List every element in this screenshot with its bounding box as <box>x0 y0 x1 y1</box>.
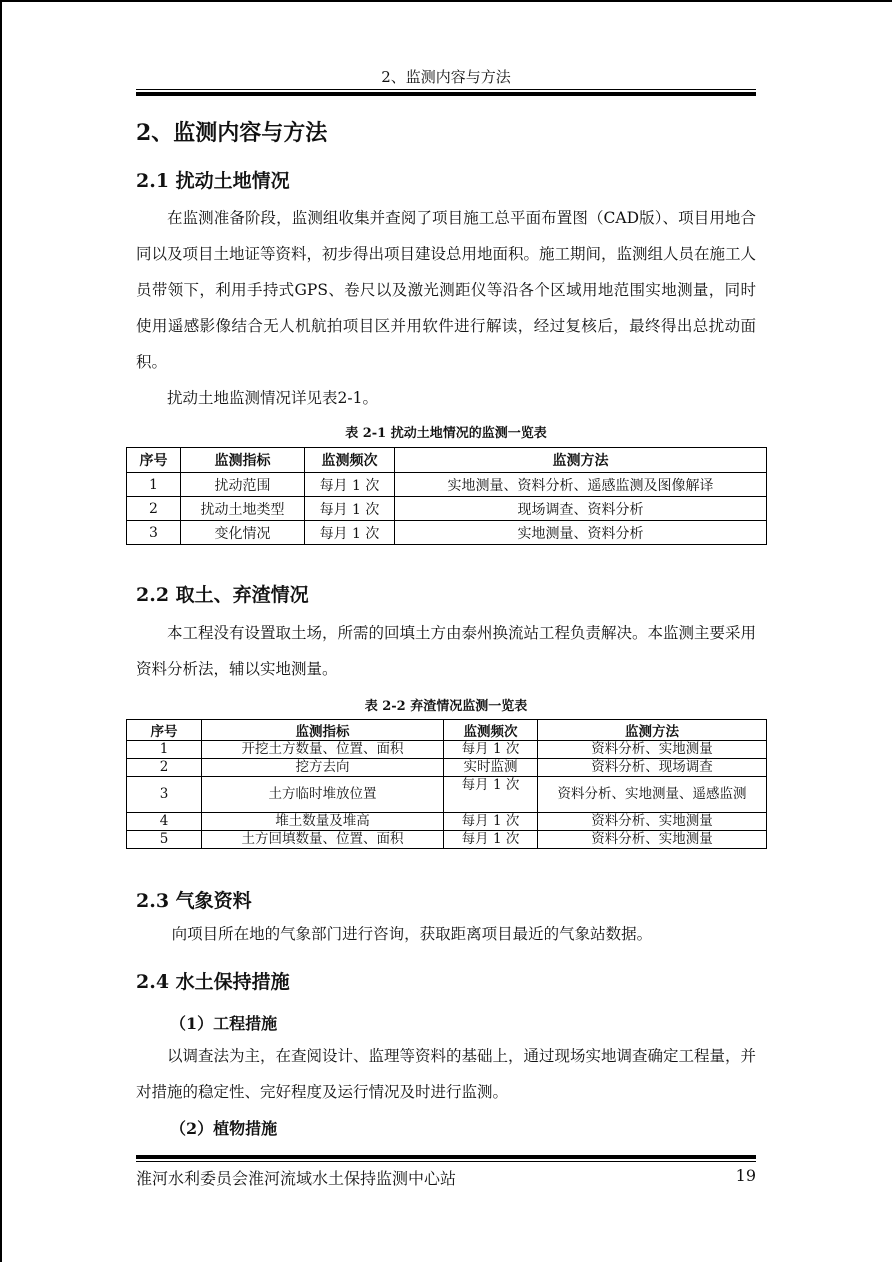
page-border-left <box>0 0 2 1262</box>
table-cell: 1 <box>127 473 181 497</box>
table-cell: 资料分析、实地测量、遥感监测 <box>538 777 767 813</box>
table-2-1-caption: 表 2-1 扰动土地情况的监测一览表 <box>345 426 547 441</box>
table-row <box>127 473 767 497</box>
table-row <box>127 831 767 849</box>
table-cell: 扰动土地类型 <box>181 497 305 521</box>
table-row <box>127 813 767 831</box>
paragraph-2-4-body: 以调查法为主，在查阅设计、监理等资料的基础上，通过现场实地调查确定工程量，并对措施的稳定性、完好程度及运行情况及时进行监测。 <box>136 1047 757 1101</box>
table-cell: 现场调查、资料分析 <box>395 497 767 521</box>
subsection-title-2-2: 2.2 取土、弃渣情况 <box>136 584 309 606</box>
table-header-cell: 监测指标 <box>202 720 444 741</box>
table-row <box>127 759 767 777</box>
subsection-title-2-1: 2.1 扰动土地情况 <box>136 170 290 192</box>
table-cell: 每月 1 次 <box>444 831 538 849</box>
table-cell: 挖方去向 <box>202 759 444 777</box>
table-cell: 4 <box>127 813 202 831</box>
table-header-cell: 序号 <box>127 448 181 473</box>
table-cell: 资料分析、现场调查 <box>538 759 767 777</box>
table-cell: 每月 1 次 <box>444 741 538 759</box>
footer-rule-thick <box>136 1155 756 1159</box>
table-cell: 每月 1 次 <box>444 777 538 813</box>
paragraph-2-2-body: 本工程没有设置取土场，所需的回填土方由泰州换流站工程负责解决。本监测主要采用资料分析法，辅以实地测量。 <box>136 624 757 678</box>
table-header-cell: 监测方法 <box>395 448 767 473</box>
table-cell: 实时监测 <box>444 759 538 777</box>
table-header-row <box>127 448 767 473</box>
section-title: 2、监测内容与方法 <box>136 120 328 146</box>
footer-rule-thin <box>136 1161 756 1162</box>
table-cell: 实地测量、资料分析、遥感监测及图像解译 <box>395 473 767 497</box>
paragraph-2-1-body: 在监测准备阶段，监测组收集并查阅了项目施工总平面布置图（CAD版）、项目用地合同以及项目土地证等资料，初步得出项目建设总用地面积。施工期间，监测组人员在施工人员带领下，利用手持式GPS、卷尺以及激光测距仪等沿各个区域用地范围实地测量，同时使用遥感影像结合无人机航拍项目区并用软件进行解读，经过复核后，最终得出总扰动面积。 <box>136 209 757 371</box>
table-cell: 堆土数量及堆高 <box>202 813 444 831</box>
table-cell: 每月 1 次 <box>305 497 395 521</box>
table-cell: 扰动范围 <box>181 473 305 497</box>
table-cell: 土方临时堆放位置 <box>202 777 444 813</box>
table-cell: 资料分析、实地测量 <box>538 813 767 831</box>
table-cell: 资料分析、实地测量 <box>538 741 767 759</box>
page-number: 19 <box>735 1166 756 1185</box>
table-header-cell: 监测方法 <box>538 720 767 741</box>
table-header-cell: 监测指标 <box>181 448 305 473</box>
running-header: 2、监测内容与方法 <box>381 68 511 86</box>
table-cell: 资料分析、实地测量 <box>538 831 767 849</box>
header-rule-thin <box>136 89 756 90</box>
table-row <box>127 777 767 813</box>
sub-heading-engineering: （1）工程措施 <box>170 1014 278 1033</box>
subsection-title-2-3: 2.3 气象资料 <box>136 890 252 912</box>
sub-heading-vegetation: （2）植物措施 <box>170 1119 278 1138</box>
table-header-cell: 监测频次 <box>444 720 538 741</box>
table-cell: 5 <box>127 831 202 849</box>
subsection-title-2-4: 2.4 水土保持措施 <box>136 971 290 993</box>
table-cell: 实地测量、资料分析 <box>395 521 767 545</box>
table-2-1 <box>126 447 767 545</box>
table-2-2 <box>126 719 767 849</box>
table-cell: 每月 1 次 <box>444 813 538 831</box>
table-row <box>127 521 767 545</box>
table-cell: 开挖土方数量、位置、面积 <box>202 741 444 759</box>
paragraph-2-1-ref: 扰动土地监测情况详见表2-1。 <box>167 389 378 407</box>
page-border-top <box>0 0 892 2</box>
table-header-cell: 序号 <box>127 720 202 741</box>
table-cell: 2 <box>127 759 202 777</box>
header-rule-thick <box>136 92 756 96</box>
table-row <box>127 497 767 521</box>
table-cell: 2 <box>127 497 181 521</box>
table-cell: 每月 1 次 <box>305 473 395 497</box>
table-cell: 3 <box>127 521 181 545</box>
table-cell: 1 <box>127 741 202 759</box>
table-cell: 每月 1 次 <box>305 521 395 545</box>
table-2-2-caption: 表 2-2 弃渣情况监测一览表 <box>364 699 528 714</box>
paragraph-2-3-body: 向项目所在地的气象部门进行咨询，获取距离项目最近的气象站数据。 <box>171 925 653 943</box>
table-cell: 土方回填数量、位置、面积 <box>202 831 444 849</box>
table-cell: 3 <box>127 777 202 813</box>
table-cell: 变化情况 <box>181 521 305 545</box>
table-header-cell: 监测频次 <box>305 448 395 473</box>
footer-organization: 淮河水利委员会淮河流域水土保持监测中心站 <box>136 1169 457 1188</box>
table-row <box>127 741 767 759</box>
table-header-row <box>127 720 767 741</box>
